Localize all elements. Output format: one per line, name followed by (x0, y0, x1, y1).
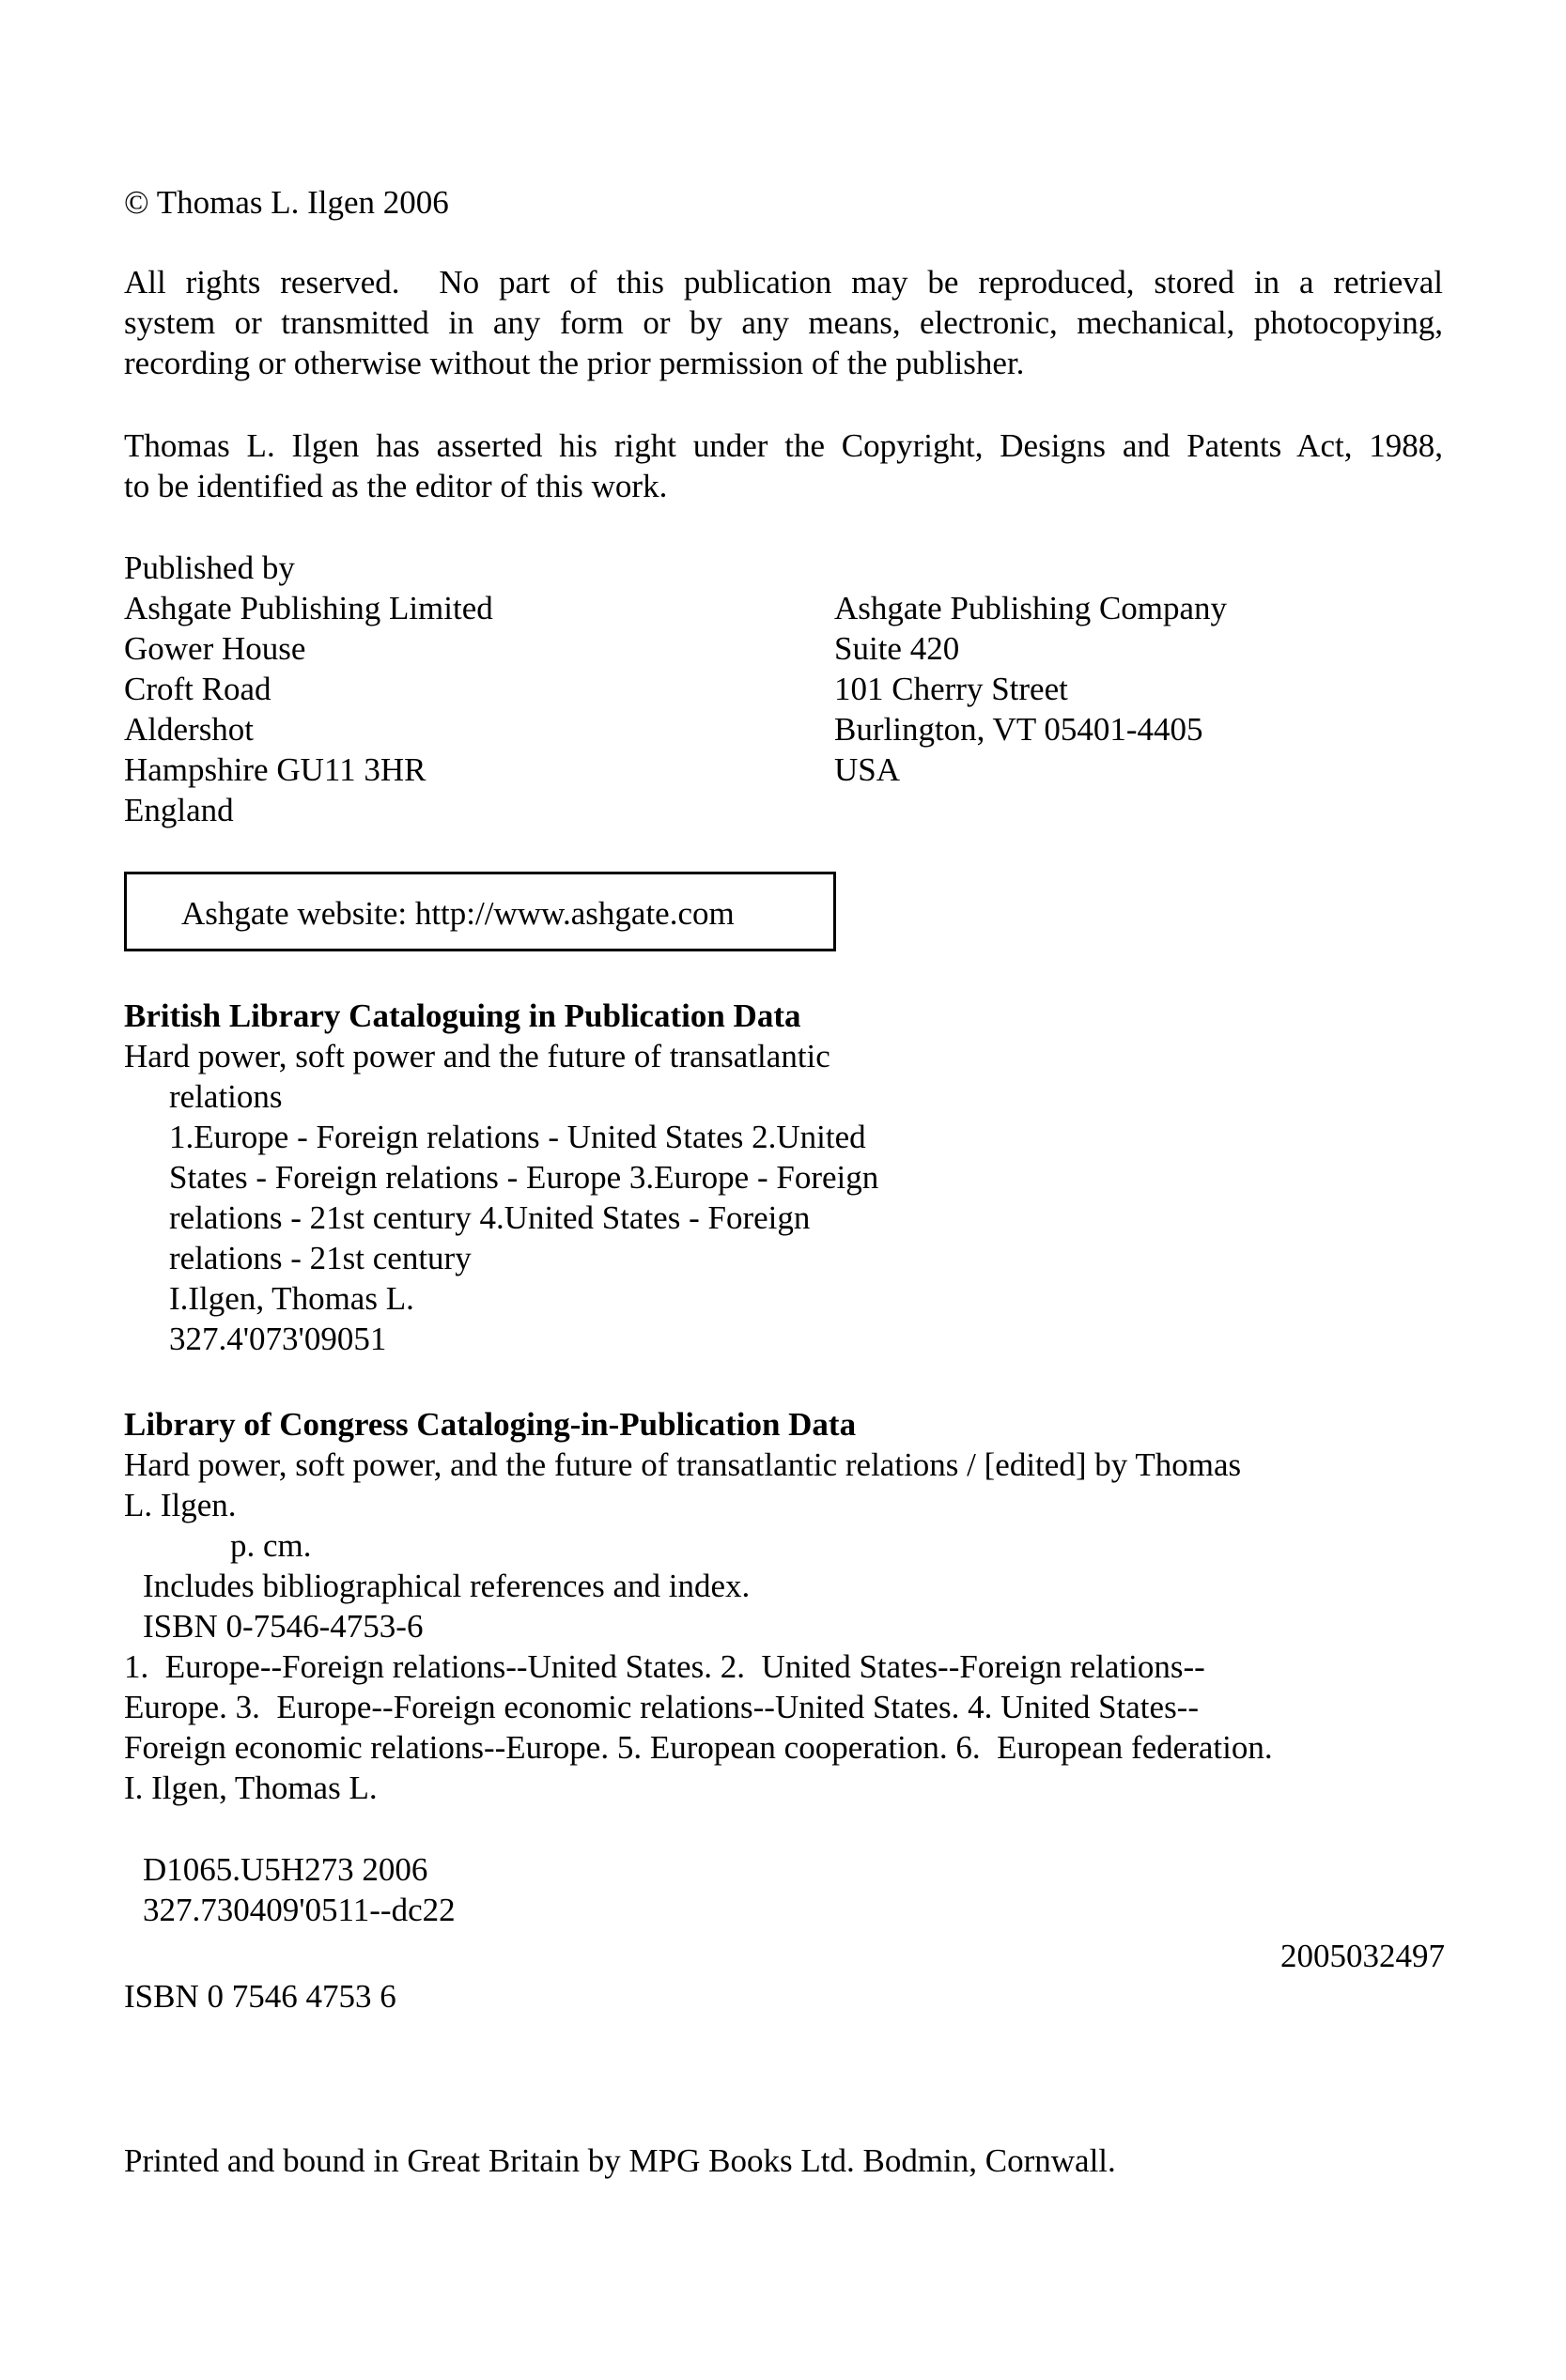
publisher-us-line: Burlington, VT 05401-4405 (834, 711, 1203, 748)
loc-title-line: Hard power, soft power, and the future of transatlantic relations / [edited] by Thomas (124, 1446, 1242, 1483)
printed-line: Printed and bound in Great Britain by MPG Books Ltd. Bodmin, Cornwall. (124, 2142, 1116, 2179)
loc-subject-line: Europe. 3. Europe--Foreign economic relations--United States. 4. United States-- (124, 1689, 1199, 1725)
loc-lccn: 2005032497 (1280, 1938, 1445, 1974)
copyright-line: © Thomas L. Ilgen 2006 (124, 184, 449, 221)
rights-line-1: All rights reserved. No part of this publication may be reproduced, stored in a retrieval (124, 264, 1443, 301)
assertion-line-2: to be identified as the editor of this work. (124, 468, 668, 504)
publisher-uk-line: Gower House (124, 630, 306, 667)
bl-title-cont: relations (169, 1078, 283, 1115)
bl-subject-line: relations - 21st century (169, 1240, 472, 1276)
rights-line-3: recording or otherwise without the prior permission of the publisher. (124, 345, 1025, 381)
loc-extent: p. cm. (230, 1527, 312, 1564)
assertion-line-1: Thomas L. Ilgen has asserted his right under the Copyright, Designs and Patents Act, 1988, (124, 427, 1443, 464)
loc-notes: Includes bibliographical references and index. (143, 1568, 751, 1604)
published-by-label: Published by (124, 549, 295, 586)
bl-subject-line: 1.Europe - Foreign relations - United States 2.United (169, 1119, 866, 1155)
website-box (124, 872, 836, 951)
bl-classification: 327.4'073'09051 (169, 1321, 387, 1357)
publisher-uk-line: Aldershot (124, 711, 255, 748)
publisher-us-line: 101 Cherry Street (834, 671, 1068, 707)
loc-subject-line: Foreign economic relations--Europe. 5. European cooperation. 6. European federation. (124, 1729, 1273, 1766)
isbn-line: ISBN 0 7546 4753 6 (124, 1978, 396, 2015)
bl-subject-line: relations - 21st century 4.United States - Foreign (169, 1199, 811, 1236)
rights-line-2: system or transmitted in any form or by any means, electronic, mechanical, photocopying, (124, 304, 1443, 341)
publisher-us-line: Suite 420 (834, 630, 960, 667)
loc-title-line: L. Ilgen. (124, 1487, 237, 1523)
publisher-uk-line: England (124, 792, 234, 828)
bl-title: Hard power, soft power and the future of transatlantic (124, 1038, 830, 1074)
loc-subject-line: I. Ilgen, Thomas L. (124, 1770, 378, 1806)
publisher-uk-line: Hampshire GU11 3HR (124, 751, 426, 788)
loc-isbn: ISBN 0-7546-4753-6 (143, 1608, 424, 1645)
loc-dewey: 327.730409'0511--dc22 (143, 1892, 456, 1928)
publisher-us-line: Ashgate Publishing Company (834, 590, 1228, 626)
website-text[interactable]: Ashgate website: http://www.ashgate.com (181, 895, 735, 932)
publisher-us-line: USA (834, 751, 901, 788)
publisher-uk-line: Ashgate Publishing Limited (124, 590, 493, 626)
bl-heading: British Library Cataloguing in Publication Data (124, 997, 801, 1034)
loc-call-number: D1065.U5H273 2006 (143, 1851, 428, 1888)
loc-subject-line: 1. Europe--Foreign relations--United States. 2. United States--Foreign relations-- (124, 1648, 1205, 1685)
bl-subject-line: States - Foreign relations - Europe 3.Europe - Foreign (169, 1159, 879, 1196)
bl-author: I.Ilgen, Thomas L. (169, 1280, 414, 1317)
loc-heading: Library of Congress Cataloging-in-Publication Data (124, 1406, 857, 1443)
publisher-uk-line: Croft Road (124, 671, 271, 707)
